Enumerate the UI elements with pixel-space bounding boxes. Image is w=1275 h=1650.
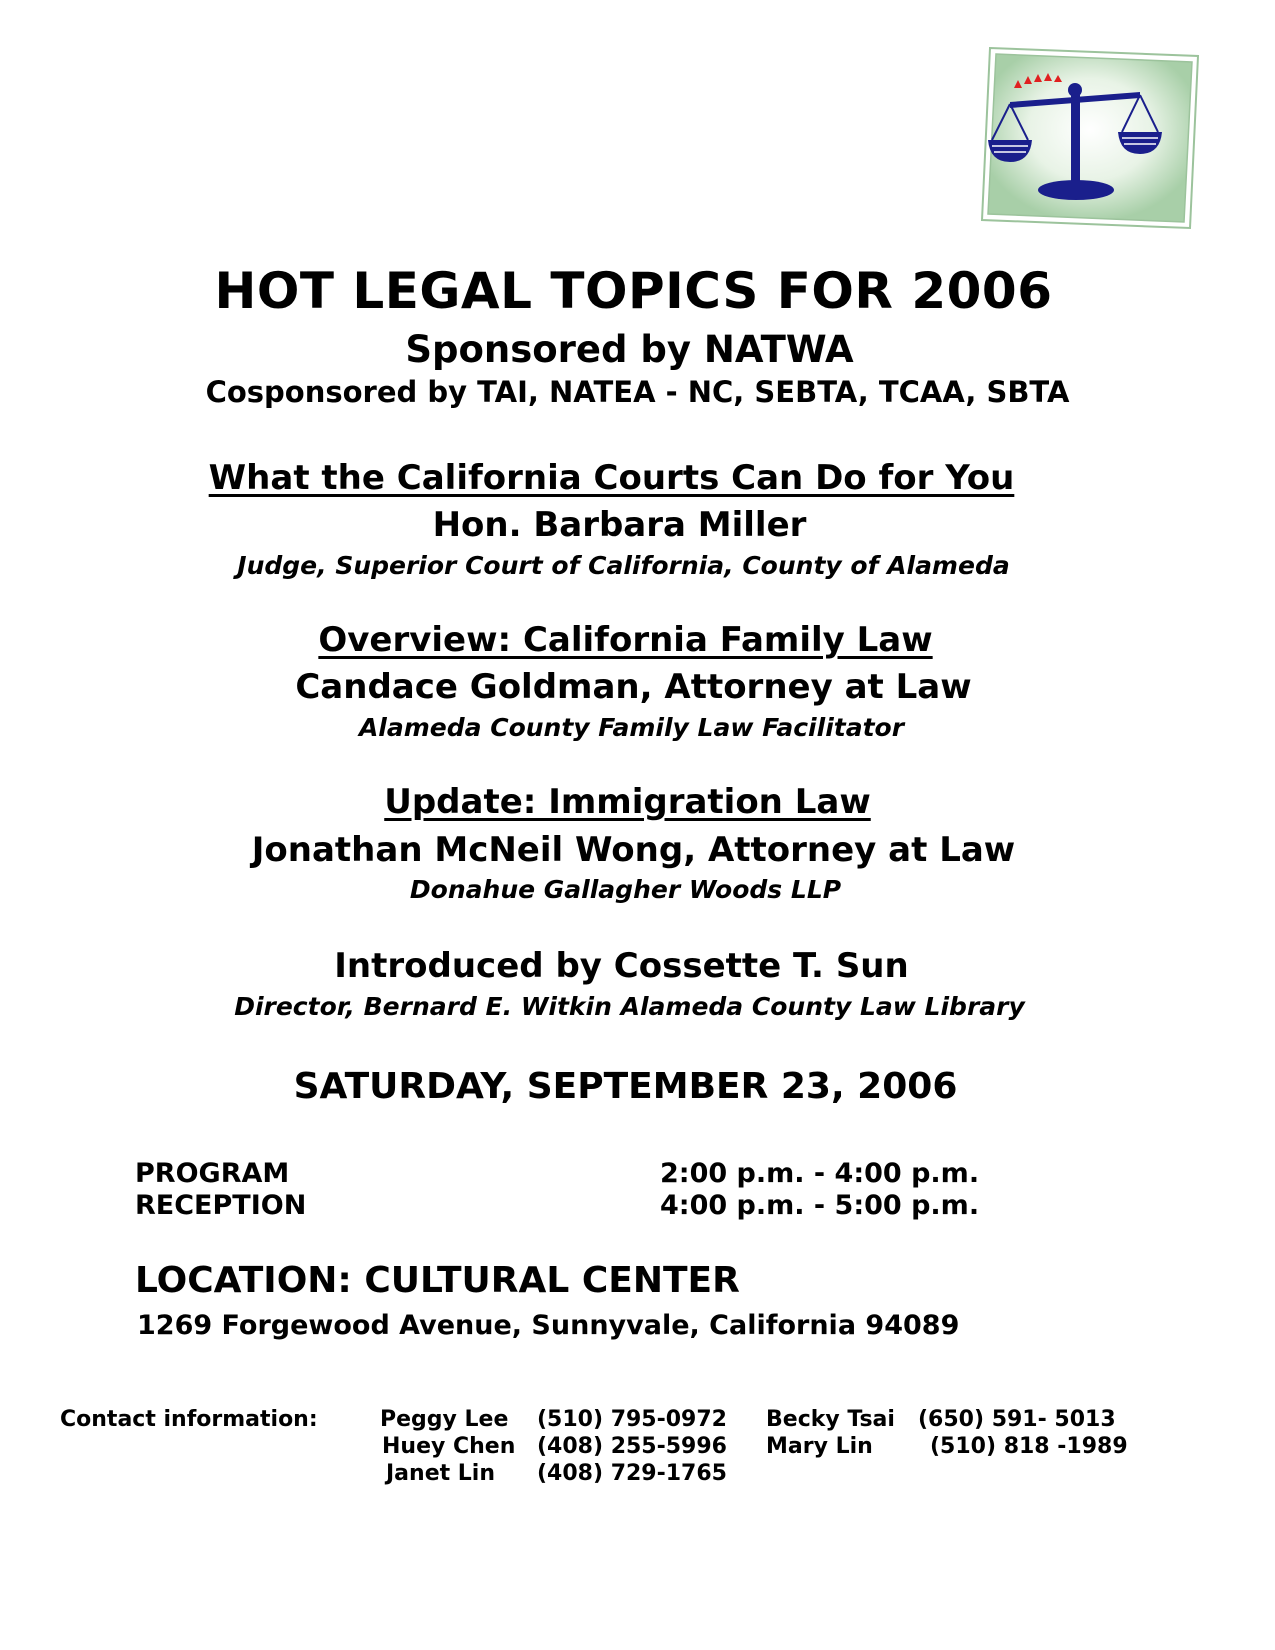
contact-name: Mary Lin <box>766 1434 873 1459</box>
introduced-by: Introduced by Cossette T. Sun <box>334 946 909 986</box>
session-topic: What the California Courts Can Do for You <box>208 458 1015 498</box>
contact-name: Janet Lin <box>386 1461 496 1486</box>
contact-phone: (510) 795-0972 <box>537 1407 727 1432</box>
event-date: SATURDAY, SEPTEMBER 23, 2006 <box>293 1066 958 1107</box>
session-topic: Update: Immigration Law <box>384 782 871 822</box>
page-title: HOT LEGAL TOPICS FOR 2006 <box>214 262 1053 320</box>
contact-name: Becky Tsai <box>766 1407 895 1432</box>
scales-of-justice-icon <box>980 40 1205 235</box>
session-affiliation: Judge, Superior Court of California, County of Alameda <box>237 551 1010 580</box>
session-speaker: Candace Goldman, Attorney at Law <box>295 667 972 707</box>
location-address: 1269 Forgewood Avenue, Sunnyvale, California 94089 <box>137 1310 960 1341</box>
session-topic: Overview: California Family Law <box>318 620 933 660</box>
cosponsors-line: Cosponsored by TAI, NATEA - NC, SEBTA, TCAA, SBTA <box>205 375 1070 409</box>
session-speaker: Jonathan McNeil Wong, Attorney at Law <box>251 830 1016 870</box>
schedule-time-program: 2:00 p.m. - 4:00 p.m. <box>660 1158 980 1189</box>
sponsor-line: Sponsored by NATWA <box>405 328 854 371</box>
contact-phone: (408) 729-1765 <box>537 1461 727 1486</box>
introducer-affiliation: Director, Bernard E. Witkin Alameda County Law Library <box>234 992 1025 1021</box>
contact-phone: (408) 255-5996 <box>537 1434 727 1459</box>
session-speaker: Hon. Barbara Miller <box>432 505 807 545</box>
location-heading: LOCATION: CULTURAL CENTER <box>135 1260 740 1301</box>
schedule-time-reception: 4:00 p.m. - 5:00 p.m. <box>660 1190 980 1221</box>
contact-phone: (650) 591- 5013 <box>918 1407 1116 1432</box>
contact-phone: (510) 818 -1989 <box>930 1434 1128 1459</box>
session-affiliation: Alameda County Family Law Facilitator <box>358 713 905 742</box>
contact-name: Huey Chen <box>382 1434 516 1459</box>
contact-name: Peggy Lee <box>380 1407 509 1432</box>
schedule-label-reception: RECEPTION <box>135 1190 307 1221</box>
session-affiliation: Donahue Gallagher Woods LLP <box>409 875 842 904</box>
schedule-label-program: PROGRAM <box>135 1158 290 1189</box>
contact-label: Contact information: <box>60 1407 318 1432</box>
